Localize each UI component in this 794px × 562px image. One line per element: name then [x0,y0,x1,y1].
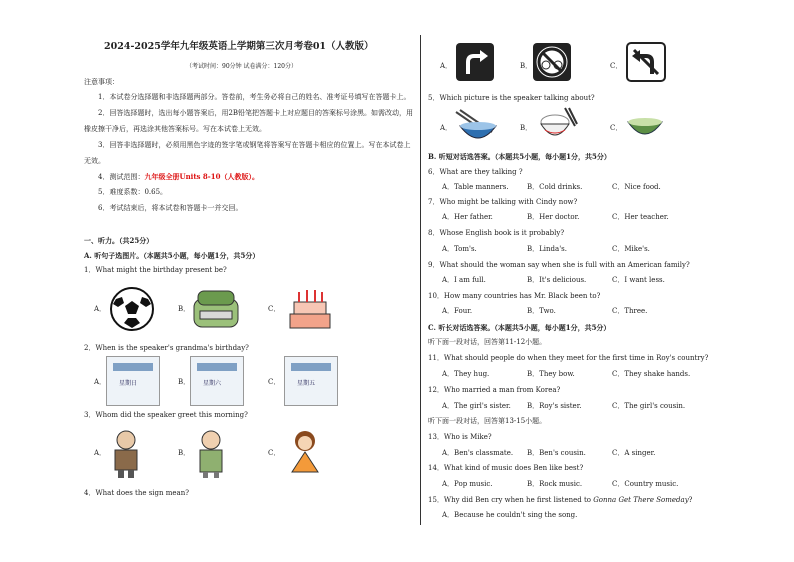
football-image [106,285,158,333]
calendar-day: 星期五 [297,380,316,387]
option-text: A．Ben's classmate. [442,449,514,457]
question-2: 2．When is the speaker's grandma's birthday? [84,344,249,352]
option-label: B． [520,62,533,70]
option-label: B． [520,124,533,132]
question-4: 4．What does the sign mean? [84,489,189,497]
question-1: 1．What might the birthday present be? [84,266,227,274]
question-11: 11．What should people do when they meet for the first time in Roy's country? [428,354,709,362]
no-left-turn-sign-image [626,42,666,82]
note-item: 6．考试结束后，将本试卷和答题卡一并交回。 [98,204,243,212]
calendar-day: 星期日 [119,380,138,387]
note-item: 1．本试卷分选择题和非选择题两部分。答卷前，考生务必将自己的姓名、准考证号填写在答题卡上。 [98,93,411,101]
option-text: A．I am full. [442,276,486,284]
turn-right-sign-image [455,42,495,82]
option-text: C．The girl's cousin. [612,402,686,410]
option-label: C． [610,62,623,70]
no-bicycle-sign-image [532,42,572,82]
option-text: B．Linda's. [527,245,567,253]
notes-heading: 注意事项： [84,78,119,86]
test-scope: 九年级全册Units 8-10（人教版）。 [144,172,259,181]
question-6: 6．What are they talking ? [428,168,523,176]
option-label: A． [94,378,107,386]
option-text: B．Roy's sister. [527,402,582,410]
question-7: 7．Who might be talking with Cindy now? [428,198,578,206]
option-text: A．Four. [442,307,473,315]
question-5: 5．Which picture is the speaker talking about? [428,94,595,102]
option-text: B．Cold drinks. [527,183,583,191]
option-text: B．They bow. [527,370,575,378]
section-heading: 一、听力。（共25分） [84,236,154,245]
girl-image [284,428,326,478]
option-text: A．Her father. [442,213,493,221]
option-text: C．Nice food. [612,183,661,191]
option-label: C． [268,305,281,313]
question-12: 12．Who married a man from Korea? [428,386,561,394]
cake-image [284,284,336,332]
option-text: C．A singer. [612,449,656,457]
option-label: A． [94,305,107,313]
grandpa-image [106,428,148,478]
part-heading: B. 听短对话选答案。（本题共5小题，每小题1分，共5分） [428,152,611,161]
question-13: 13．Who is Mike? [428,433,492,441]
option-label: B． [178,378,191,386]
listen-instruction: 听下面一段对话，回答第13-15小题。 [428,417,547,425]
green-bowl-image [624,108,666,144]
exam-subtitle: （考试时间：90分钟 试卷满分：120分） [186,63,297,70]
option-text: C．Three. [612,307,648,315]
grandma-image [190,428,232,478]
part-heading: C. 听长对话选答案。（本题共5小题，每小题1分，共5分） [428,323,611,332]
part-heading: A. 听句子选图片。（本题共5小题，每小题1分，共5分） [84,251,260,260]
rice-bowl-image [535,106,579,146]
option-text: C．Country music. [612,480,679,488]
option-text: B．Two. [527,307,556,315]
option-text: C．Her teacher. [612,213,669,221]
option-text: A．Pop music. [442,480,493,488]
lunchbox-image [190,287,242,331]
note-item: 3．回答非选择题时，必须用黑色字迹的签字笔或钢笔将答案写在答题卡相应的位置上。写在本试卷上 [98,141,411,149]
note-item: 橡皮擦干净后，再选涂其他答案标号。写在本试卷上无效。 [84,125,266,133]
question-15: 15．Why did Ben cry when he first listened to Gonna Get There Someday? [428,496,693,504]
song-title: Gonna Get There Someday [593,496,689,504]
calendar-image [284,356,338,406]
option-text: B．Ben's cousin. [527,449,586,457]
option-label: A． [94,449,107,457]
note-item: 4．测试范围：九年级全册Units 8-10（人教版）。 [98,172,259,181]
option-text: B．Her doctor. [527,213,580,221]
question-14: 14．What kind of music does Ben like best? [428,464,584,472]
option-label: B． [178,449,191,457]
option-label: A． [440,124,453,132]
option-text: B．It's delicious. [527,276,587,284]
option-label: C． [610,124,623,132]
option-label: A． [440,62,453,70]
option-text: C．I want less. [612,276,665,284]
listen-instruction: 听下面一段对话，回答第11-12小题。 [428,338,547,346]
note-item: 无效。 [84,157,105,165]
note-item: 2．回答选择题时，选出每小题答案后，用2B铅笔把答题卡上对应题目的答案标号涂黑。如需改动，用 [98,109,414,117]
question-3: 3．Whom did the speaker greet this morning? [84,411,248,419]
calendar-image [190,356,244,406]
question-9: 9．What should the woman say when she is full with an American family? [428,261,690,269]
calendar-day: 星期六 [203,380,222,387]
option-text: A．They hug. [442,370,490,378]
option-text: C．Mike's. [612,245,650,253]
option-text: B．Rock music. [527,480,583,488]
question-8: 8．Whose English book is it probably? [428,229,565,237]
option-text: A．Because he couldn't sing the song. [442,511,578,519]
option-label: C． [268,449,281,457]
question-10: 10．How many countries has Mr. Black been to? [428,292,601,300]
page-title: 2024-2025学年九年级英语上学期第三次月考卷01（人教版） [104,41,374,52]
blue-bowl-image [452,106,504,146]
column-divider [420,35,421,525]
calendar-image [106,356,160,406]
note-item: 5．难度系数：0.65。 [98,188,168,196]
option-text: A．Table manners. [442,183,509,191]
option-label: B． [178,305,191,313]
option-text: C．They shake hands. [612,370,691,378]
option-text: A．Tom's. [442,245,477,253]
option-label: C． [268,378,281,386]
option-text: A．The girl's sister. [442,402,511,410]
